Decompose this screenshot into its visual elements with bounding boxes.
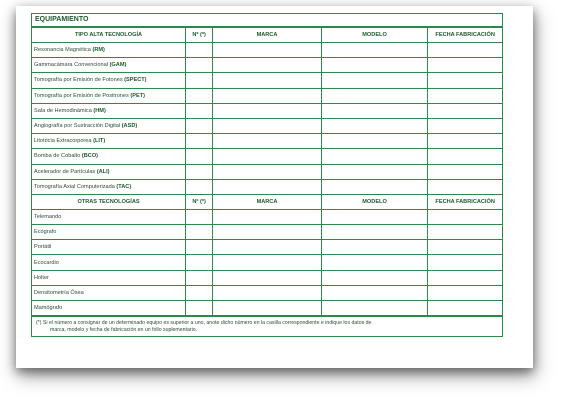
equipment-label: Tomografía por Emisión de Fotones (34, 77, 125, 84)
equipment-name: Portátil (32, 240, 186, 255)
high-tech-0-count-field[interactable] (186, 43, 213, 58)
equipment-form (31, 13, 503, 337)
other-tech-6-count-field[interactable] (186, 301, 213, 316)
other-tech-3-model-field[interactable] (321, 255, 428, 270)
other-tech-0-brand-field[interactable] (213, 209, 322, 224)
equipment-name (32, 73, 186, 88)
equipment-label: Angiografía por Sustracción Digital (34, 123, 122, 130)
other-tech-6-brand-field[interactable] (213, 301, 322, 316)
high-tech-7-brand-field[interactable] (213, 149, 322, 164)
high-tech-5-model-field[interactable] (321, 118, 428, 133)
equipment-name (32, 179, 186, 194)
high-tech-3-brand-field[interactable] (213, 88, 322, 103)
equipment-label: Gammacámara Convencional (34, 62, 110, 69)
equipment-label: Bomba de Cobalto (34, 153, 82, 160)
other-tech-6-date-field[interactable] (428, 301, 502, 316)
high-tech-8-date-field[interactable] (428, 164, 502, 179)
other-tech-1-brand-field[interactable] (213, 225, 322, 240)
equipment-name (32, 58, 186, 73)
high-tech-7-model-field[interactable] (321, 149, 428, 164)
table-row (32, 301, 502, 316)
equipment-code: (RM) (92, 47, 105, 54)
other-tech-1-date-field[interactable] (428, 225, 502, 240)
equipment-label: Acelerador de Partículas (34, 168, 97, 175)
equipment-code: (HM) (93, 107, 106, 114)
equipment-code: (TAC) (116, 183, 132, 190)
high-tech-0-model-field[interactable] (321, 43, 428, 58)
table-row (32, 270, 502, 285)
high-tech-0-date-field[interactable] (428, 43, 502, 58)
col-header-count: Nº (*) (186, 194, 213, 209)
high-tech-3-date-field[interactable] (428, 88, 502, 103)
high-tech-7-count-field[interactable] (186, 149, 213, 164)
high-tech-1-date-field[interactable] (428, 58, 502, 73)
other-tech-header-row (32, 194, 502, 209)
other-tech-6-model-field[interactable] (321, 301, 428, 316)
other-tech-3-count-field[interactable] (186, 255, 213, 270)
other-tech-4-brand-field[interactable] (213, 270, 322, 285)
high-tech-4-count-field[interactable] (186, 103, 213, 118)
high-tech-2-count-field[interactable] (186, 73, 213, 88)
equipment-label: Tomografía Axial Computerizada (34, 183, 117, 190)
table-row (32, 103, 502, 118)
high-tech-1-count-field[interactable] (186, 58, 213, 73)
equipment-name (32, 134, 186, 149)
other-tech-5-brand-field[interactable] (213, 285, 322, 300)
equipment-code: (ASD) (121, 123, 138, 130)
other-tech-1-count-field[interactable] (186, 225, 213, 240)
other-tech-0-count-field[interactable] (186, 209, 213, 224)
equipment-code: (LIT) (93, 138, 106, 145)
table-row (32, 88, 502, 103)
col-header-type: TIPO ALTA TECNOLOGÍA (32, 28, 186, 43)
equipment-name: Mamógrafo (32, 301, 186, 316)
high-tech-2-model-field[interactable] (321, 73, 428, 88)
high-tech-header-row (32, 28, 502, 43)
equipment-table (32, 27, 502, 316)
other-tech-5-date-field[interactable] (428, 285, 502, 300)
equipment-name: Ecocardio (32, 255, 186, 270)
other-tech-1-model-field[interactable] (321, 225, 428, 240)
other-tech-5-count-field[interactable] (186, 285, 213, 300)
footnote-line-1: (*) Si el número a consignar de un determinado equipo es superior a uno, anote dicho número en la casilla correspondiente e indique los datos de (36, 320, 372, 327)
other-tech-3-brand-field[interactable] (213, 255, 322, 270)
table-row (32, 240, 502, 255)
high-tech-9-brand-field[interactable] (213, 179, 322, 194)
equipment-name (32, 43, 186, 58)
other-tech-5-model-field[interactable] (321, 285, 428, 300)
col-header-type: OTRAS TECNOLOGÍAS (32, 194, 186, 209)
high-tech-6-brand-field[interactable] (213, 134, 322, 149)
col-header-brand: MARCA (213, 194, 322, 209)
equipment-name (32, 118, 186, 133)
high-tech-5-brand-field[interactable] (213, 118, 322, 133)
other-tech-0-date-field[interactable] (428, 209, 502, 224)
equipment-code: (GAM) (109, 62, 127, 69)
high-tech-9-model-field[interactable] (321, 179, 428, 194)
high-tech-8-model-field[interactable] (321, 164, 428, 179)
equipment-label: Litotricia Extracorporea (34, 138, 94, 145)
col-header-count: Nº (*) (186, 28, 213, 43)
col-header-model: MODELO (321, 194, 428, 209)
table-row (32, 134, 502, 149)
high-tech-3-model-field[interactable] (321, 88, 428, 103)
other-tech-2-count-field[interactable] (186, 240, 213, 255)
equipment-label: Tomografía por Emisión de Positrones (34, 92, 131, 99)
table-row (32, 43, 502, 58)
equipment-label: Resonancia Magnética (34, 47, 93, 54)
high-tech-1-brand-field[interactable] (213, 58, 322, 73)
high-tech-4-date-field[interactable] (428, 103, 502, 118)
table-row (32, 149, 502, 164)
table-row (32, 164, 502, 179)
high-tech-2-date-field[interactable] (428, 73, 502, 88)
table-row (32, 179, 502, 194)
high-tech-5-count-field[interactable] (186, 118, 213, 133)
table-row (32, 118, 502, 133)
equipment-name: Telemando (32, 209, 186, 224)
section-title: EQUIPAMIENTO (32, 13, 502, 27)
high-tech-9-count-field[interactable] (186, 179, 213, 194)
equipment-name (32, 149, 186, 164)
table-row (32, 225, 502, 240)
table-row (32, 58, 502, 73)
high-tech-0-brand-field[interactable] (213, 43, 322, 58)
footnote-line-2: marca, modelo y fecha de fabricación en un folio suplementario. (50, 327, 198, 334)
equipment-code: (ALI) (96, 168, 110, 175)
high-tech-6-date-field[interactable] (428, 134, 502, 149)
high-tech-5-date-field[interactable] (428, 118, 502, 133)
equipment-name (32, 88, 186, 103)
table-row (32, 285, 502, 300)
equipment-code: (SPECT) (124, 77, 147, 84)
equipment-name: Ecógrafo (32, 225, 186, 240)
high-tech-6-count-field[interactable] (186, 134, 213, 149)
high-tech-9-date-field[interactable] (428, 179, 502, 194)
equipment-name: Densitometría Ósea (32, 285, 186, 300)
high-tech-1-model-field[interactable] (321, 58, 428, 73)
other-tech-4-count-field[interactable] (186, 270, 213, 285)
col-header-brand: MARCA (213, 28, 322, 43)
high-tech-4-brand-field[interactable] (213, 103, 322, 118)
high-tech-6-model-field[interactable] (321, 134, 428, 149)
equipment-label: Sala de Hemodinámica (34, 107, 94, 114)
high-tech-4-model-field[interactable] (321, 103, 428, 118)
other-tech-2-model-field[interactable] (321, 240, 428, 255)
high-tech-8-count-field[interactable] (186, 164, 213, 179)
col-header-model: MODELO (321, 28, 428, 43)
table-row (32, 255, 502, 270)
high-tech-8-brand-field[interactable] (213, 164, 322, 179)
col-header-date: FECHA FABRICACIÓN (428, 194, 502, 209)
footnote (32, 316, 502, 336)
equipment-name: Holter (32, 270, 186, 285)
other-tech-3-date-field[interactable] (428, 255, 502, 270)
equipment-name (32, 164, 186, 179)
high-tech-7-date-field[interactable] (428, 149, 502, 164)
other-tech-2-date-field[interactable] (428, 240, 502, 255)
equipment-code: (PET) (130, 92, 145, 99)
other-tech-4-model-field[interactable] (321, 270, 428, 285)
other-tech-4-date-field[interactable] (428, 270, 502, 285)
equipment-code: (BCO) (81, 153, 99, 160)
table-row (32, 73, 502, 88)
other-tech-2-brand-field[interactable] (213, 240, 322, 255)
table-row (32, 209, 502, 224)
high-tech-2-brand-field[interactable] (213, 73, 322, 88)
other-tech-0-model-field[interactable] (321, 209, 428, 224)
col-header-date: FECHA FABRICACIÓN (428, 28, 502, 43)
equipment-name (32, 103, 186, 118)
high-tech-3-count-field[interactable] (186, 88, 213, 103)
